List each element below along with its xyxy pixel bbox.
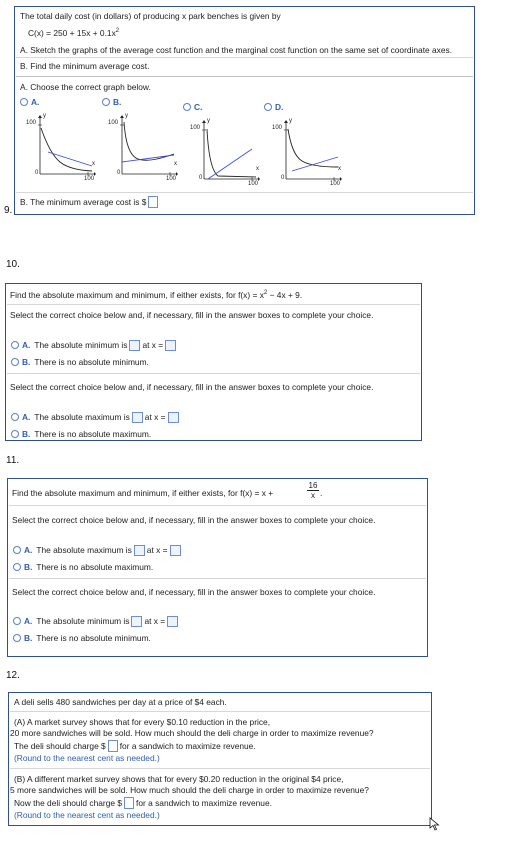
divider <box>7 304 420 305</box>
axis-var: x <box>174 161 177 167</box>
axis-var: y <box>289 118 292 124</box>
axis-var: y <box>125 113 128 119</box>
q10-prompt <box>10 288 302 301</box>
radio-button[interactable] <box>13 563 21 571</box>
q9-option-b[interactable]: B. <box>102 97 125 108</box>
q12-intro: A deli sells 480 sandwiches per day at a price of $4 each. <box>14 697 227 707</box>
radio-button[interactable] <box>183 103 191 111</box>
answer-input[interactable] <box>167 616 178 627</box>
q9-option-d[interactable]: D. <box>264 102 287 113</box>
tick-label: 0 <box>199 175 203 181</box>
radio-button[interactable] <box>11 413 19 421</box>
q10-number: 10. <box>6 259 20 270</box>
answer-input[interactable] <box>129 340 140 351</box>
divider <box>9 578 426 579</box>
q10-choice-a2[interactable]: A. The absolute maximum is at x = <box>11 412 181 423</box>
radio-button[interactable] <box>13 634 21 642</box>
divider <box>16 57 473 58</box>
q12-number: 12. <box>6 670 20 681</box>
axis-var: x <box>92 161 95 167</box>
price-input-b[interactable] <box>124 797 134 809</box>
q12-a-round-note: (Round to the nearest cent as needed.) <box>14 753 160 763</box>
radio-button[interactable] <box>13 546 21 554</box>
answer-input[interactable] <box>134 545 145 556</box>
q11-choice-a2[interactable]: A. The absolute minimum is at x = <box>13 616 180 627</box>
radio-button[interactable] <box>102 98 110 106</box>
tick-label: 100 <box>190 125 201 131</box>
answer-input[interactable] <box>165 340 176 351</box>
q9-formula-exponent: 2 <box>115 28 120 34</box>
divider <box>16 76 473 77</box>
answer-input[interactable] <box>170 545 181 556</box>
q11-instruction-2: Select the correct choice below and, if necessary, fill in the answer boxes to complete your choice. <box>12 587 376 597</box>
tick-label: 0 <box>117 170 121 176</box>
radio-button[interactable] <box>13 617 21 625</box>
divider <box>16 192 473 193</box>
q10-instruction-2: Select the correct choice below and, if necessary, fill in the answer boxes to complete your choice. <box>10 382 374 392</box>
q12-a-line2: 20 more sandwiches will be sold. How much should the deli charge in order to maximize revenue? <box>10 728 374 738</box>
q12-a-answer: The deli should charge $ for a sandwich to maximize revenue. <box>14 741 256 751</box>
q9-section-a: A. Choose the correct graph below. <box>20 82 151 92</box>
radio-button[interactable] <box>20 98 28 106</box>
fraction-denominator: x <box>311 491 315 500</box>
q12-b-line1: (B) A different market survey shows that for every $0.20 reduction in the original $4 price, <box>14 774 344 784</box>
divider <box>10 768 430 769</box>
price-input-a[interactable] <box>108 740 118 752</box>
q11-choice-b1[interactable]: B. There is no absolute maximum. <box>13 562 153 573</box>
q10-instruction-1: Select the correct choice below and, if necessary, fill in the answer boxes to complete your choice. <box>10 310 374 320</box>
tick-label: 100 <box>166 176 177 182</box>
tick-label: 100 <box>248 181 259 187</box>
period: . <box>320 488 323 498</box>
q9-formula-text: C(x) = 250 + 15x + 0.1x <box>28 28 116 38</box>
tick-label: 100 <box>330 181 341 187</box>
q10-prompt-text: Find the absolute maximum and minimum, if either exists, for f(x) = x <box>10 290 264 300</box>
q9-answer-prefix: B. The minimum average cost is $ <box>20 197 147 207</box>
q11-instruction-1: Select the correct choice below and, if necessary, fill in the answer boxes to complete your choice. <box>12 515 376 525</box>
tick-label: 100 <box>26 120 37 126</box>
q12-b-line2: 5 more sandwiches will be sold. How much should the deli charge in order to maximize revenue? <box>10 785 369 795</box>
axis-var: x <box>338 166 341 172</box>
q12-b-round-note: (Round to the nearest cent as needed.) <box>14 810 160 820</box>
q11-prompt <box>12 488 273 499</box>
mouse-cursor-icon <box>429 817 441 831</box>
answer-input[interactable] <box>132 412 143 423</box>
answer-input[interactable] <box>168 412 179 423</box>
q9-part-b: B. Find the minimum average cost. <box>20 61 150 71</box>
divider <box>7 373 420 374</box>
q9-option-c[interactable]: C. <box>183 102 206 113</box>
q9-formula <box>28 26 119 39</box>
q12-a-line1: (A) A market survey shows that for every $0.10 reduction in the price, <box>14 717 271 727</box>
radio-button[interactable] <box>11 358 19 366</box>
axis-var: y <box>207 118 210 124</box>
radio-button[interactable] <box>264 103 272 111</box>
q9-intro: The total daily cost (in dollars) of producing x park benches is given by <box>20 11 281 21</box>
q10-choice-b1[interactable]: B. There is no absolute minimum. <box>11 357 149 368</box>
q12-b-answer: Now the deli should charge $ for a sandwich to maximize revenue. <box>14 798 272 808</box>
q9-answer-input[interactable] <box>148 196 158 208</box>
q10-choice-a1[interactable]: A. The absolute minimum is at x = <box>11 340 178 351</box>
tick-label: 100 <box>84 176 95 182</box>
q11-number: 11. <box>6 455 20 466</box>
axis-var: y <box>43 113 46 119</box>
q9-option-a[interactable]: A. <box>20 97 43 108</box>
tick-label: 0 <box>35 170 39 176</box>
q11-fraction <box>307 481 319 500</box>
tick-label: 0 <box>281 175 285 181</box>
answer-input[interactable] <box>131 616 142 627</box>
q11-choice-a1[interactable]: A. The absolute maximum is at x = <box>13 545 183 556</box>
q11-prompt-text: Find the absolute maximum and minimum, if either exists, for f(x) = x + <box>12 488 274 498</box>
q9-answer-line <box>20 196 160 208</box>
q9-part-a: A. Sketch the graphs of the average cost function and the marginal cost function on the same set of coordinate axes. <box>20 45 453 55</box>
q10-exponent: 2 <box>263 290 268 296</box>
divider <box>9 505 426 506</box>
radio-button[interactable] <box>11 430 19 438</box>
q11-choice-b2[interactable]: B. There is no absolute minimum. <box>13 633 151 644</box>
fraction-numerator: 16 <box>308 481 318 490</box>
q9-number: 9. <box>4 205 13 216</box>
divider <box>10 711 430 712</box>
q10-prompt-rest: − 4x + 9. <box>267 290 303 300</box>
radio-button[interactable] <box>11 341 19 349</box>
q10-choice-b2[interactable]: B. There is no absolute maximum. <box>11 429 151 440</box>
axis-var: x <box>256 166 259 172</box>
tick-label: 100 <box>108 120 119 126</box>
tick-label: 100 <box>272 125 283 131</box>
